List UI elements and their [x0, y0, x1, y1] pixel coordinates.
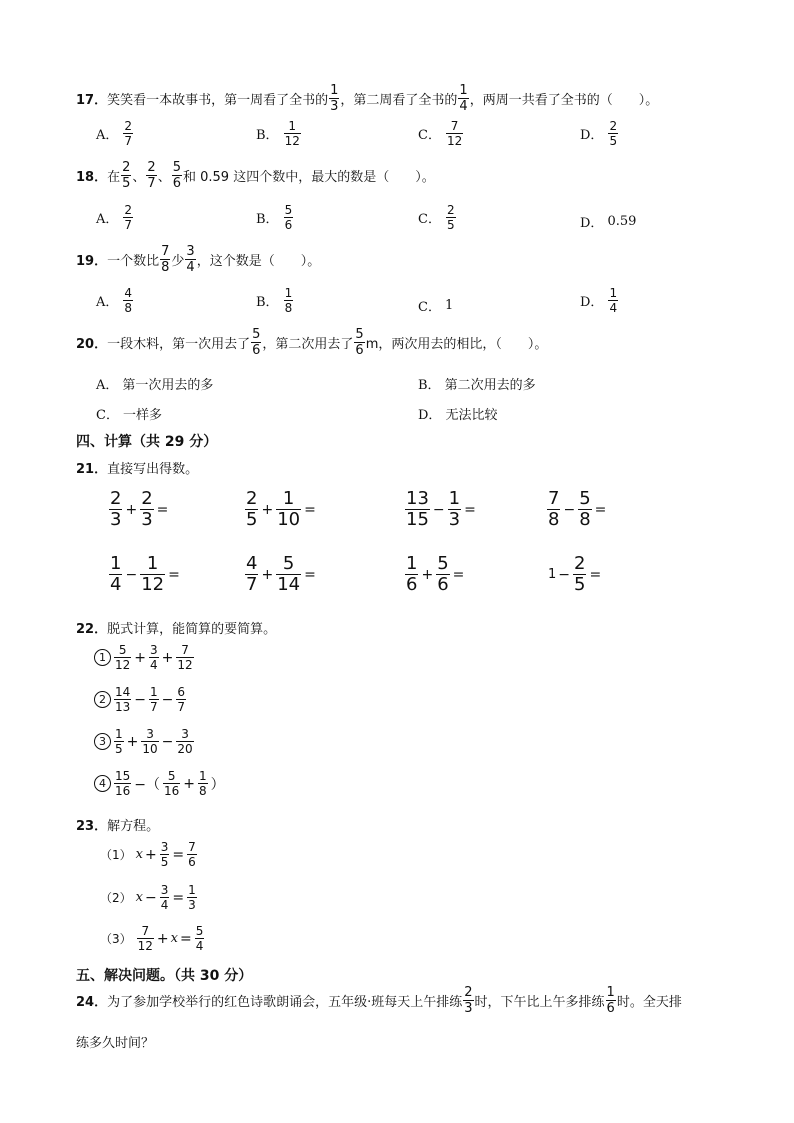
question-text: 脱式计算，能简算的要简算。 [107, 622, 277, 637]
option-d[interactable]: D． $\frac{1}{4}$ [580, 286, 618, 315]
question-number: 19． [76, 254, 108, 269]
oral-calc-item: $\frac{13}{15}$ − $\frac{1}{3}$ = [406, 488, 476, 530]
question-number: 22． [76, 622, 108, 637]
question-number: 21． [76, 462, 108, 477]
question-text: 一个数比 [107, 254, 160, 269]
oral-calc-item: $\frac{7}{8}$ − $\frac{5}{8}$ = [548, 488, 607, 530]
question-number: 18． [76, 170, 108, 185]
question-text: ，两周一共看了全书的（ ）。 [469, 93, 659, 108]
oral-calc-item: $\frac{2}{5}$ + $\frac{1}{10}$ = [246, 488, 316, 530]
section-heading: 四、计算（共 29 分） [76, 434, 218, 450]
question-text: ，第二周看了全书的 [340, 93, 458, 108]
oral-calc-item: $\frac{4}{7}$ + $\frac{5}{14}$ = [246, 553, 316, 595]
option-a[interactable]: A． 第一次用去的多 [96, 378, 214, 393]
question-text: 和 0.59 这四个数中，最大的数是（ ）。 [182, 170, 435, 185]
question-24 [76, 986, 682, 1015]
question-17 [76, 84, 658, 113]
option-a[interactable]: A． $\frac{2}{7}$ [96, 203, 133, 232]
fraction: $\frac{2}{7}$ [147, 160, 156, 191]
option-d[interactable]: D． 无法比较 [418, 408, 498, 423]
question-text: ，第二次用去了 [262, 337, 354, 352]
option-c[interactable]: C． 1 [418, 298, 454, 315]
option-b[interactable]: B． 第二次用去的多 [418, 378, 536, 393]
question-number: 24． [76, 995, 108, 1010]
option-d[interactable]: D． 0.59 [580, 214, 637, 231]
option-b[interactable]: B． $\frac{1}{12}$ [256, 119, 300, 148]
question-23 [76, 815, 159, 834]
option-c[interactable]: C． $\frac{2}{5}$ [418, 203, 455, 232]
question-text: 在 [107, 170, 121, 185]
calc-item-3: 3 $\frac{1}{5}$ + $\frac{3}{10}$ − $\frac{3}{20}$ [94, 728, 195, 755]
calc-item-1: 1 $\frac{5}{12}$ + $\frac{3}{4}$ + $\frac{7}{12}$ [94, 644, 195, 671]
question-18: 18． 在 $\frac{2}{5}$ 、 $\frac{2}{7}$ 、 $\frac{5}{6}$ 和 0.59 这四个数中，最大的数是（ ）。 [76, 160, 435, 191]
oral-calc-item: $\frac{1}{4}$ − $\frac{1}{12}$ = [110, 553, 180, 595]
question-text: 为了参加学校举行的红色诗歌朗诵会，五年级·班每天上午排练 [107, 995, 463, 1010]
option-d[interactable]: D． $\frac{2}{5}$ [580, 119, 618, 148]
option-c[interactable]: C． 一样多 [96, 408, 162, 423]
option-c[interactable]: C． $\frac{7}{12}$ [418, 119, 463, 148]
question-21 [76, 458, 198, 477]
equation-1: （1） x + $\frac{3}{5}$ = $\frac{7}{6}$ [100, 840, 196, 869]
oral-calc-item: $\frac{2}{3}$ + $\frac{2}{3}$ = [110, 488, 169, 530]
option-b[interactable]: B． $\frac{1}{8}$ [256, 286, 293, 315]
question-text: 解方程。 [107, 819, 160, 834]
fraction: $\frac{7}{8}$ [161, 244, 170, 275]
question-text: 直接写出得数。 [107, 462, 199, 477]
question-text: ，这个数是（ ）。 [196, 254, 321, 269]
question-20 [76, 328, 547, 357]
option-a[interactable]: A． $\frac{2}{7}$ [96, 119, 133, 148]
section-heading: 五、解决问题。（共 30 分） [76, 968, 253, 984]
question-text: 少 [171, 254, 185, 269]
calc-item-4: 4 $\frac{15}{16}$ −（ $\frac{5}{16}$ + $\frac{1}{8}$ ） [94, 770, 227, 797]
question-number: 20． [76, 337, 108, 352]
option-a[interactable]: A． $\frac{4}{8}$ [96, 286, 133, 315]
question-number: 17． [76, 93, 108, 108]
fraction: $\frac{1}{3}$ [330, 83, 339, 114]
question-text: 笑笑看一本故事书，第一周看了全书的 [107, 93, 329, 108]
fraction: $\frac{1}{4}$ [459, 83, 468, 114]
fraction: $\frac{3}{4}$ [186, 244, 195, 275]
fraction: $\frac{2}{5}$ [122, 160, 131, 191]
question-text: m，两次用去的相比，（ ）。 [365, 337, 548, 352]
question-text: 练多久时间？ [76, 1036, 155, 1051]
question-text: 一段木料，第一次用去了 [107, 337, 251, 352]
option-b[interactable]: B． $\frac{5}{6}$ [256, 203, 293, 232]
fraction: $\frac{5}{6}$ [355, 327, 364, 358]
calc-item-2: 2 $\frac{14}{13}$ − $\frac{1}{7}$ − $\frac{6}{7}$ [94, 686, 187, 713]
question-22 [76, 618, 276, 637]
question-19 [76, 245, 320, 274]
oral-calc-item: $\frac{1}{6}$ + $\frac{5}{6}$ = [406, 553, 465, 595]
equation-3: （3） $\frac{7}{12}$ + x = $\frac{5}{4}$ [100, 924, 204, 953]
oral-calc-item: 1 − $\frac{2}{5}$ = [548, 553, 602, 595]
fraction: $\frac{2}{3}$ [464, 985, 473, 1016]
question-number: 23． [76, 819, 108, 834]
fraction: $\frac{1}{6}$ [606, 985, 615, 1016]
fraction: $\frac{5}{6}$ [252, 327, 261, 358]
equation-2: （2） x − $\frac{3}{4}$ = $\frac{1}{3}$ [100, 883, 196, 912]
question-text: 时。全天排 [616, 995, 682, 1010]
fraction: $\frac{5}{6}$ [172, 160, 181, 191]
question-text: 时，下午比上午多排练 [474, 995, 605, 1010]
